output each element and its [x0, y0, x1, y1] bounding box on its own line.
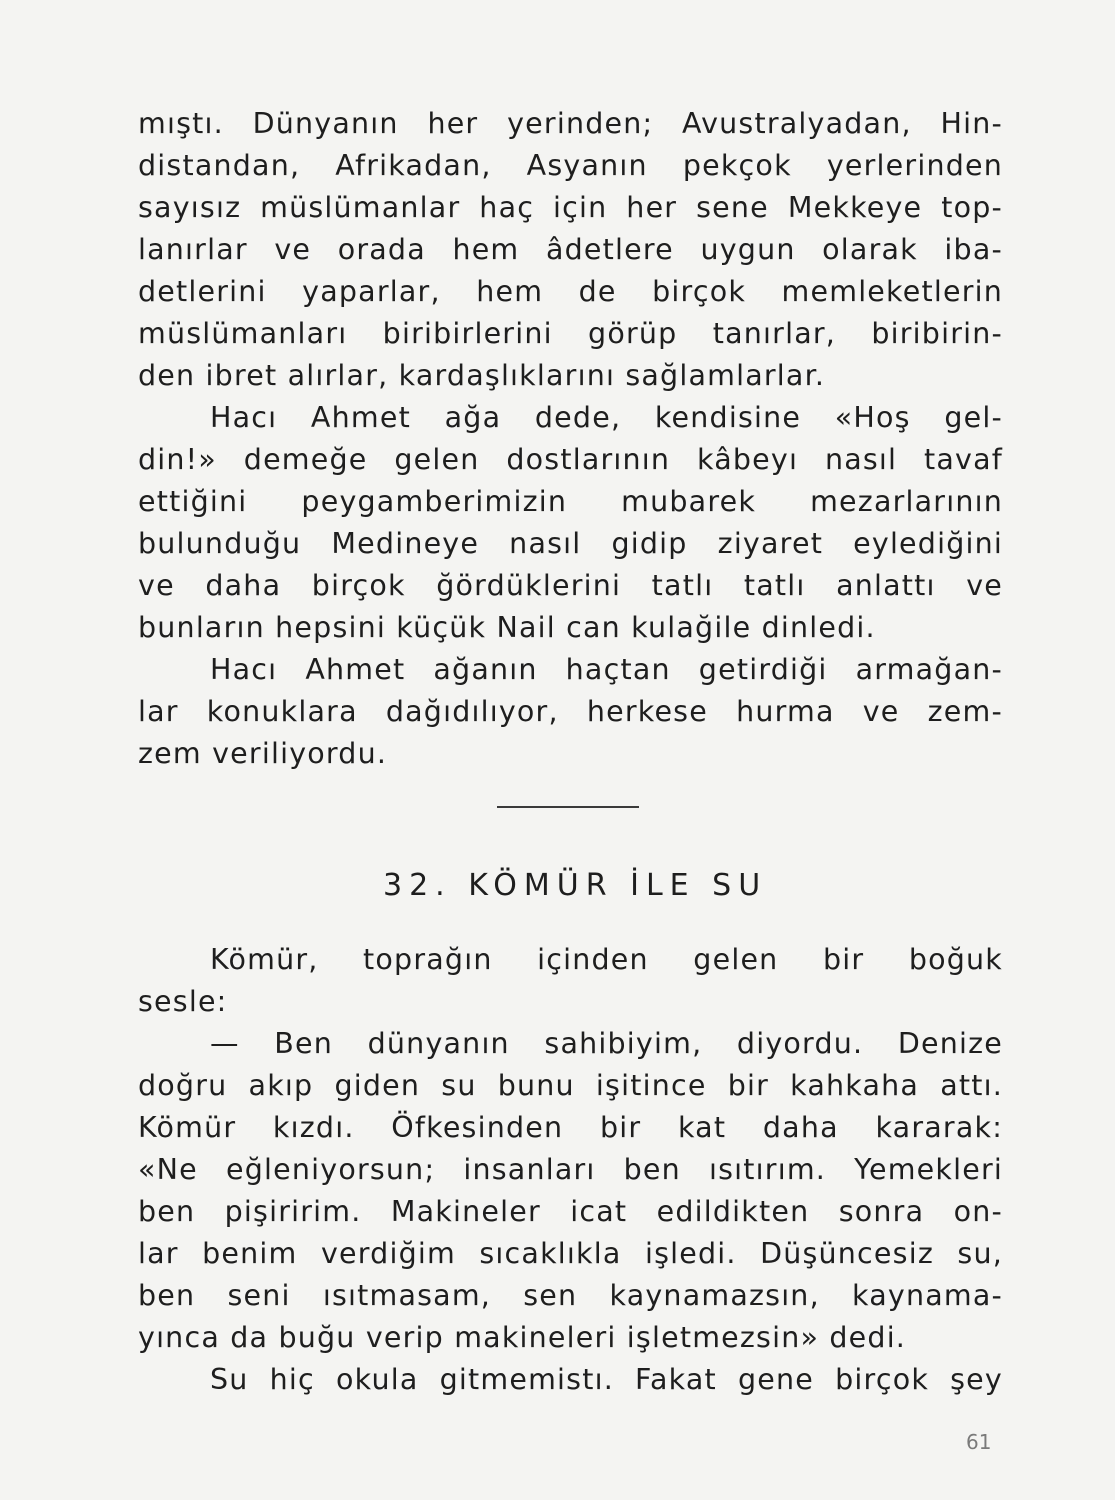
page-number: 61 — [966, 1430, 992, 1454]
text-line: Su hiç okula gitmemistı. Fakat gene birçok şey — [210, 1363, 1003, 1396]
text-line: lar benim verdiğim sıcaklıkla işledi. Düşüncesiz su, — [138, 1237, 1003, 1270]
text-line: «Ne eğleniyorsun; insanları ben ısıtırım. Yemekleri — [138, 1153, 1003, 1186]
text-line: ve daha birçok ğördüklerini tatlı tatlı anlattı ve — [138, 569, 1003, 602]
text-line: Kömür kızdı. Öfkesinden bir kat daha kararak: — [138, 1111, 1003, 1144]
text-line: doğru akıp giden su bunu işitince bir kahkaha attı. — [138, 1069, 1003, 1102]
text-line: lanırlar ve orada hem âdetlere uygun olarak iba- — [138, 233, 1003, 266]
text-line: Kömür, toprağın içinden gelen bir boğuk — [210, 943, 1003, 976]
text-line: sesle: — [138, 985, 228, 1018]
section-divider — [497, 806, 639, 808]
text-line: ben pişiririm. Makineler icat edildikten sonra on- — [138, 1195, 1003, 1228]
text-line: ettiğini peygamberimizin mubarek mezarlarının — [138, 485, 1003, 518]
text-line: — Ben dünyanın sahibiyim, diyordu. Denize — [210, 1027, 1003, 1060]
text-line: din!» demeğe gelen dostlarının kâbeyı nasıl tavaf — [138, 443, 1003, 476]
text-line: sayısız müslümanlar haç için her sene Mekkeye top- — [138, 191, 1003, 224]
text-line: Hacı Ahmet ağanın haçtan getirdiği armağan- — [210, 653, 1003, 686]
text-line: Hacı Ahmet ağa dede, kendisine «Hoş gel- — [210, 401, 1003, 434]
text-line: yınca da buğu verip makineleri işletmezsin» dedi. — [138, 1321, 907, 1354]
text-line: den ibret alırlar, kardaşlıklarını sağlamlarlar. — [138, 359, 826, 392]
text-line: ben seni ısıtmasam, sen kaynamazsın, kaynama- — [138, 1279, 1003, 1312]
text-line: bulunduğu Medineye nasıl gidip ziyaret eylediğini — [138, 527, 1003, 560]
text-line: detlerini yaparlar, hem de birçok memleketlerin — [138, 275, 1003, 308]
text-line: bunların hepsini küçük Nail can kulağile dinledi. — [138, 611, 876, 644]
text-line: mıştı. Dünyanın her yerinden; Avustralyadan, Hin- — [138, 107, 1003, 140]
text-line: distandan, Afrikadan, Asyanın pekçok yerlerinden — [138, 149, 1003, 182]
text-line: zem veriliyordu. — [138, 737, 388, 770]
text-line: müslümanları biribirlerini görüp tanırlar, biribirin- — [138, 317, 1003, 350]
text-line: lar konuklara dağıdılıyor, herkese hurma ve zem- — [138, 695, 1003, 728]
section-heading: 32. KÖMÜR İLE SU — [383, 868, 768, 903]
